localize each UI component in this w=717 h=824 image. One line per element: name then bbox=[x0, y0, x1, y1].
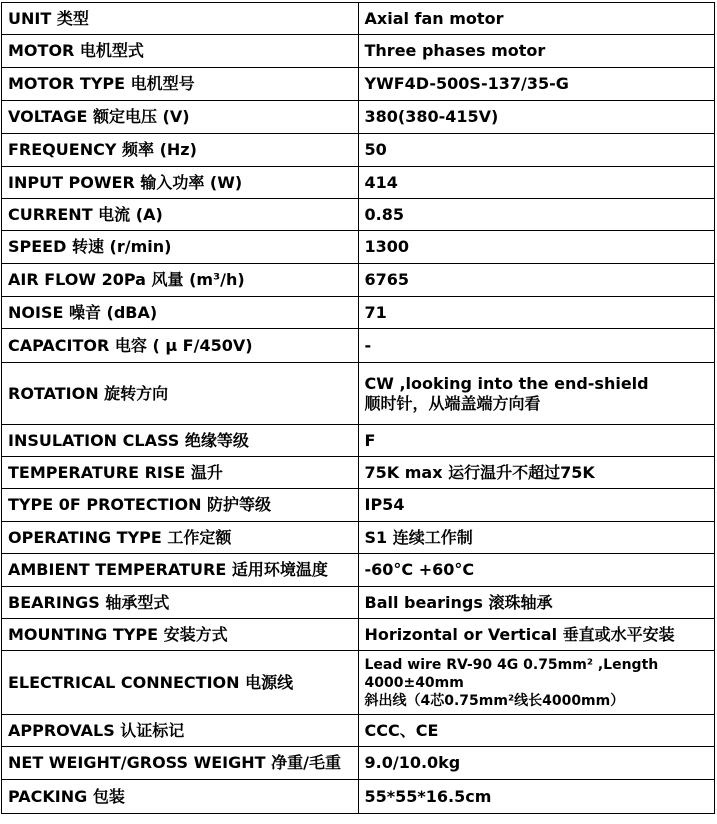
spec-value: 9.0/10.0kg bbox=[358, 747, 715, 780]
table-row bbox=[2, 715, 715, 747]
spec-value: 6765 bbox=[358, 264, 715, 297]
table-row bbox=[2, 199, 715, 231]
value-line: CW ,looking into the end-shield bbox=[364, 373, 649, 393]
spec-label: INSULATION CLASS 绝缘等级 bbox=[2, 425, 359, 457]
table-row bbox=[2, 35, 715, 68]
spec-label: BEARINGS 轴承型式 bbox=[2, 587, 359, 619]
spec-label: APPROVALS 认证标记 bbox=[2, 715, 359, 747]
spec-label: UNIT 类型 bbox=[2, 3, 359, 35]
table-row bbox=[2, 329, 715, 363]
spec-value: 0.85 bbox=[358, 199, 715, 231]
table-row bbox=[2, 651, 715, 715]
spec-label: OPERATING TYPE 工作定额 bbox=[2, 522, 359, 554]
spec-label: PACKING 包装 bbox=[2, 780, 359, 814]
spec-value: F bbox=[358, 425, 715, 457]
table-row bbox=[2, 231, 715, 264]
table-row bbox=[2, 619, 715, 651]
table-row bbox=[2, 747, 715, 780]
spec-label: ROTATION 旋转方向 bbox=[2, 363, 359, 425]
spec-value: 75K max 运行温升不超过75K bbox=[358, 457, 715, 489]
spec-value: 55*55*16.5cm bbox=[358, 780, 715, 814]
table-row bbox=[2, 167, 715, 199]
spec-value: Axial fan motor bbox=[358, 3, 715, 35]
spec-label: CAPACITOR 电容 ( μ F/450V) bbox=[2, 329, 359, 363]
value-line: Lead wire RV-90 4G 0.75mm² ,Length bbox=[364, 656, 659, 673]
spec-value: Three phases motor bbox=[358, 35, 715, 68]
spec-table bbox=[1, 2, 715, 814]
spec-label: VOLTAGE 额定电压 (V) bbox=[2, 101, 359, 134]
spec-label: AIR FLOW 20Pa 风量 (m³/h) bbox=[2, 264, 359, 297]
spec-label: AMBIENT TEMPERATURE 适用环境温度 bbox=[2, 554, 359, 587]
spec-label: TYPE 0F PROTECTION 防护等级 bbox=[2, 489, 359, 522]
table-row bbox=[2, 522, 715, 554]
value-line: 4000±40mm bbox=[364, 674, 464, 691]
spec-value: S1 连续工作制 bbox=[358, 522, 715, 554]
spec-label: TEMPERATURE RISE 温升 bbox=[2, 457, 359, 489]
spec-label: INPUT POWER 输入功率 (W) bbox=[2, 167, 359, 199]
spec-value: IP54 bbox=[358, 489, 715, 522]
spec-value: YWF4D-500S-137/35-G bbox=[358, 68, 715, 101]
spec-value: - bbox=[358, 329, 715, 363]
spec-value: CCC、CE bbox=[358, 715, 715, 747]
table-row bbox=[2, 297, 715, 329]
spec-label: MOTOR 电机型式 bbox=[2, 35, 359, 68]
spec-value: 1300 bbox=[358, 231, 715, 264]
spec-label: ELECTRICAL CONNECTION 电源线 bbox=[2, 651, 359, 715]
spec-value: Horizontal or Vertical 垂直或水平安装 bbox=[358, 619, 715, 651]
spec-label: NET WEIGHT/GROSS WEIGHT 净重/毛重 bbox=[2, 747, 359, 780]
spec-label: MOTOR TYPE 电机型号 bbox=[2, 68, 359, 101]
table-row bbox=[2, 780, 715, 814]
table-row bbox=[2, 264, 715, 297]
table-row bbox=[2, 587, 715, 619]
spec-value: 414 bbox=[358, 167, 715, 199]
table-row bbox=[2, 425, 715, 457]
spec-value bbox=[358, 651, 715, 715]
spec-value: Ball bearings 滚珠轴承 bbox=[358, 587, 715, 619]
spec-label: SPEED 转速 (r/min) bbox=[2, 231, 359, 264]
spec-label: MOUNTING TYPE 安装方式 bbox=[2, 619, 359, 651]
value-line: 斜出线（4芯0.75mm²线长4000mm） bbox=[364, 692, 625, 709]
table-row bbox=[2, 363, 715, 425]
table-row bbox=[2, 101, 715, 134]
spec-label: FREQUENCY 频率 (Hz) bbox=[2, 134, 359, 167]
spec-value: 380(380-415V) bbox=[358, 101, 715, 134]
table-row bbox=[2, 489, 715, 522]
spec-value: 50 bbox=[358, 134, 715, 167]
table-row bbox=[2, 554, 715, 587]
table-row bbox=[2, 134, 715, 167]
table-row bbox=[2, 3, 715, 35]
table-row bbox=[2, 68, 715, 101]
spec-label: CURRENT 电流 (A) bbox=[2, 199, 359, 231]
value-line: 顺时针，从端盖端方向看 bbox=[364, 393, 541, 413]
spec-value bbox=[358, 363, 715, 425]
spec-value: 71 bbox=[358, 297, 715, 329]
spec-value: -60°C +60°C bbox=[358, 554, 715, 587]
spec-label: NOISE 噪音 (dBA) bbox=[2, 297, 359, 329]
table-row bbox=[2, 457, 715, 489]
